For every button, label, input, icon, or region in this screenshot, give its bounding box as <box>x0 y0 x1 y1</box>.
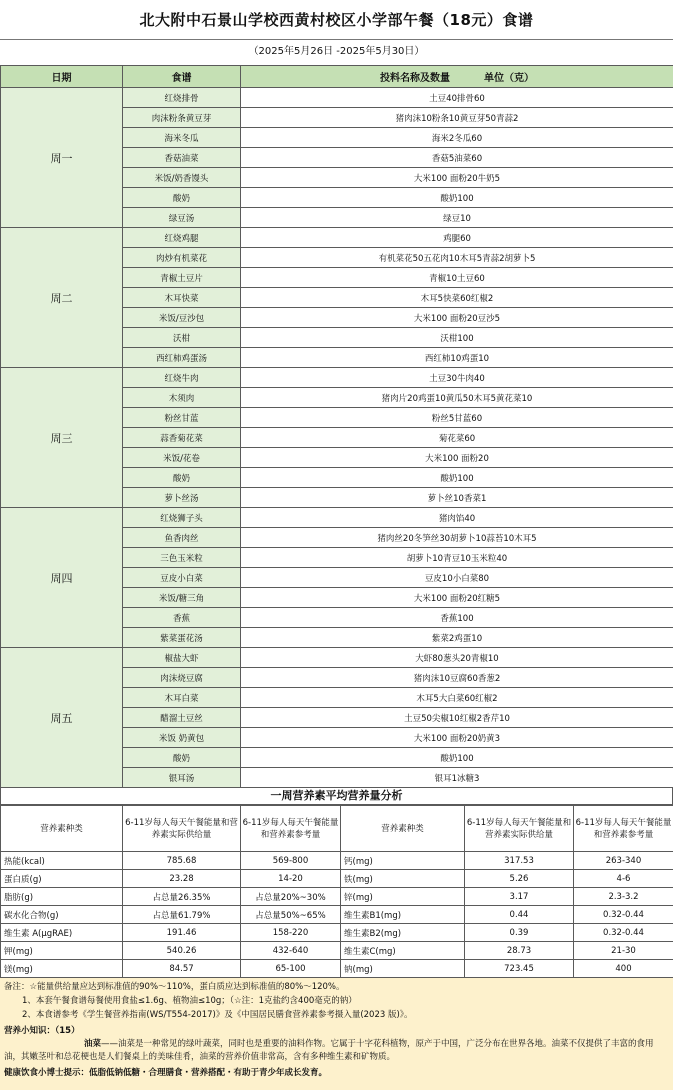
menu-table <box>0 65 673 788</box>
actual-supply-header: 6-11岁每人每天午餐能量和营养素实际供给量 <box>123 806 241 852</box>
ingredients-cell: 萝卜丝10香菜1 <box>241 488 673 508</box>
header-ingredients <box>241 66 673 88</box>
nutrient-name: 脂肪(g) <box>1 888 123 906</box>
nutrient-name: 锌(mg) <box>341 888 465 906</box>
dish-cell: 红烧排骨 <box>123 88 241 108</box>
actual-value: 28.73 <box>465 942 574 960</box>
actual-value: 0.39 <box>465 924 574 942</box>
reference-value: 占总量50%~65% <box>241 906 341 924</box>
nutrition-row <box>1 942 673 960</box>
actual-value: 191.46 <box>123 924 241 942</box>
menu-row <box>1 228 673 248</box>
dish-cell: 红烧牛肉 <box>123 368 241 388</box>
nutrition-tip-term: 油菜 <box>84 1039 102 1049</box>
dish-cell: 酸奶 <box>123 188 241 208</box>
ingredients-cell: 有机菜花50五花肉10木耳5青蒜2胡萝卜5 <box>241 248 673 268</box>
dish-cell: 红烧狮子头 <box>123 508 241 528</box>
nutrient-name: 钙(mg) <box>341 852 465 870</box>
nutrition-row <box>1 960 673 978</box>
actual-supply-header-2: 6-11岁每人每天午餐能量和营养素实际供给量 <box>465 806 574 852</box>
note-line-3: 2、本食谱参考《学生餐营养指南(WS/T554-2017)》及《中国居民膳食营养素参考摄入量(2023 版)》。 <box>22 1010 413 1020</box>
day-cell: 周四 <box>1 508 123 648</box>
dish-cell: 沃柑 <box>123 328 241 348</box>
ingredients-cell: 猪肉馅40 <box>241 508 673 528</box>
ingredients-cell: 青椒10土豆60 <box>241 268 673 288</box>
dish-cell: 豆皮小白菜 <box>123 568 241 588</box>
dish-cell: 银耳汤 <box>123 768 241 788</box>
nutrition-tip-heading: 营养小知识：（15） <box>4 1026 80 1036</box>
dish-cell: 酸奶 <box>123 748 241 768</box>
reference-value: 400 <box>574 960 673 978</box>
dish-cell: 木耳白菜 <box>123 688 241 708</box>
ingredients-cell: 大米100 面粉20豆沙5 <box>241 308 673 328</box>
dish-cell: 米饭/奶香馒头 <box>123 168 241 188</box>
dish-cell: 米饭 奶黄包 <box>123 728 241 748</box>
actual-value: 占总量61.79% <box>123 906 241 924</box>
dish-cell: 鱼香肉丝 <box>123 528 241 548</box>
dish-cell: 肉沫粉条黄豆芽 <box>123 108 241 128</box>
menu-row <box>1 508 673 528</box>
ingredients-cell: 土豆40排骨60 <box>241 88 673 108</box>
dish-cell: 木耳快菜 <box>123 288 241 308</box>
nutrition-header-row <box>1 806 673 852</box>
day-cell: 周一 <box>1 88 123 228</box>
header-ingredients-label: 投料名称及数量 <box>380 73 450 84</box>
ingredients-cell: 木耳5快菜60红椒2 <box>241 288 673 308</box>
reference-header-2: 6-11岁每人每天午餐能量和营养素参考量 <box>574 806 673 852</box>
note-line-2: 1、本套午餐食谱每餐使用食盐≤1.6g、植物油≤10g；（☆注：1克盐约含400毫克的钠） <box>22 996 357 1006</box>
day-cell: 周五 <box>1 648 123 788</box>
nutrition-row <box>1 924 673 942</box>
actual-value: 317.53 <box>465 852 574 870</box>
dish-cell: 木须肉 <box>123 388 241 408</box>
actual-value: 5.26 <box>465 870 574 888</box>
ingredients-cell: 香蕉100 <box>241 608 673 628</box>
dish-cell: 粉丝甘蓝 <box>123 408 241 428</box>
nutrition-row <box>1 870 673 888</box>
actual-value: 0.44 <box>465 906 574 924</box>
note-line-1: 备注：☆能量供给量应达到标准值的90%～110%，蛋白质应达到标准值的80%～120%。 <box>4 982 345 992</box>
menu-row <box>1 648 673 668</box>
ingredients-cell: 酸奶100 <box>241 188 673 208</box>
dish-cell: 西红柿鸡蛋汤 <box>123 348 241 368</box>
ingredients-cell: 银耳1冰糖3 <box>241 768 673 788</box>
dish-cell: 香菇油菜 <box>123 148 241 168</box>
ingredients-cell: 香菇5油菜60 <box>241 148 673 168</box>
ingredients-cell: 沃柑100 <box>241 328 673 348</box>
nutrient-name: 维生素B1(mg) <box>341 906 465 924</box>
nutrient-name: 蛋白质(g) <box>1 870 123 888</box>
nutrient-name: 维生素 A(μgRAE) <box>1 924 123 942</box>
nutrient-name-header-2: 营养素种类 <box>341 806 465 852</box>
ingredients-cell: 猪肉沫10粉条10黄豆芽50青蒜2 <box>241 108 673 128</box>
ingredients-cell: 猪肉沫10豆腐60香葱2 <box>241 668 673 688</box>
dish-cell: 米饭/豆沙包 <box>123 308 241 328</box>
dish-cell: 肉沫烧豆腐 <box>123 668 241 688</box>
nutrient-name: 镁(mg) <box>1 960 123 978</box>
ingredients-cell: 猪肉丝20冬笋丝30胡萝卜10蒜苔10木耳5 <box>241 528 673 548</box>
reference-value: 2.3-3.2 <box>574 888 673 906</box>
page-title: 北大附中石景山学校西黄村校区小学部午餐（18元）食谱 <box>0 0 673 40</box>
ingredients-cell: 西红柿10鸡蛋10 <box>241 348 673 368</box>
reference-value: 158-220 <box>241 924 341 942</box>
reference-value: 0.32-0.44 <box>574 924 673 942</box>
notes-section <box>0 978 673 1090</box>
reference-value: 263-340 <box>574 852 673 870</box>
nutrition-tip-body: ——油菜是一种常见的绿叶蔬菜，同时也是重要的油料作物。它属于十字花科植物，原产于中国，广泛分布在世界各地。油菜不仅提供了丰富的食用油，其嫩茎叶和总花梗也是人们餐桌上的美味佳肴，油菜的营养价值非常高，含有多种维生素和矿物质。 <box>4 1039 654 1062</box>
ingredients-cell: 绿豆10 <box>241 208 673 228</box>
nutrition-title: 一周营养素平均营养量分析 <box>0 788 673 805</box>
dish-cell: 紫菜蛋花汤 <box>123 628 241 648</box>
nutrition-row <box>1 906 673 924</box>
dish-cell: 红烧鸡腿 <box>123 228 241 248</box>
ingredients-cell: 大米100 面粉20奶黄3 <box>241 728 673 748</box>
dish-cell: 米饭/糖三角 <box>123 588 241 608</box>
reference-value: 432-640 <box>241 942 341 960</box>
reference-header: 6-11岁每人每天午餐能量和营养素参考量 <box>241 806 341 852</box>
actual-value: 84.57 <box>123 960 241 978</box>
ingredients-cell: 海米2冬瓜60 <box>241 128 673 148</box>
day-cell: 周三 <box>1 368 123 508</box>
reference-value: 65-100 <box>241 960 341 978</box>
dish-cell: 椒盐大虾 <box>123 648 241 668</box>
ingredients-cell: 胡萝卜10青豆10玉米粒40 <box>241 548 673 568</box>
dish-cell: 醋溜土豆丝 <box>123 708 241 728</box>
date-range: （2025年5月26日 -2025年5月30日） <box>248 46 425 57</box>
actual-value: 3.17 <box>465 888 574 906</box>
ingredients-cell: 木耳5大白菜60红椒2 <box>241 688 673 708</box>
menu-row <box>1 368 673 388</box>
nutrient-name: 铁(mg) <box>341 870 465 888</box>
ingredients-cell: 菊花菜60 <box>241 428 673 448</box>
ingredients-cell: 大米100 面粉20 <box>241 448 673 468</box>
ingredients-cell: 土豆30牛肉40 <box>241 368 673 388</box>
actual-value: 723.45 <box>465 960 574 978</box>
header-dish: 食谱 <box>123 66 241 88</box>
ingredients-cell: 酸奶100 <box>241 748 673 768</box>
dish-cell: 酸奶 <box>123 468 241 488</box>
dish-cell: 绿豆汤 <box>123 208 241 228</box>
actual-value: 785.68 <box>123 852 241 870</box>
ingredients-cell: 土豆50尖椒10红椒2香芹10 <box>241 708 673 728</box>
reference-value: 0.32-0.44 <box>574 906 673 924</box>
dish-cell: 青椒土豆片 <box>123 268 241 288</box>
nutrition-row <box>1 888 673 906</box>
reference-value: 569-800 <box>241 852 341 870</box>
header-unit-label: 单位（克） <box>484 73 534 84</box>
day-cell: 周二 <box>1 228 123 368</box>
dish-cell: 肉炒有机菜花 <box>123 248 241 268</box>
reference-value: 占总量20%~30% <box>241 888 341 906</box>
ingredients-cell: 大虾80葱头20青椒10 <box>241 648 673 668</box>
actual-value: 23.28 <box>123 870 241 888</box>
reference-value: 4-6 <box>574 870 673 888</box>
dish-cell: 香蕉 <box>123 608 241 628</box>
ingredients-cell: 豆皮10小白菜80 <box>241 568 673 588</box>
menu-header-row <box>1 66 673 88</box>
ingredients-cell: 大米100 面粉20牛奶5 <box>241 168 673 188</box>
reference-value: 14-20 <box>241 870 341 888</box>
nutrient-name: 维生素C(mg) <box>341 942 465 960</box>
menu-row <box>1 88 673 108</box>
dish-cell: 海米冬瓜 <box>123 128 241 148</box>
nutrient-name: 热能(kcal) <box>1 852 123 870</box>
ingredients-cell: 酸奶100 <box>241 468 673 488</box>
nutrition-row <box>1 852 673 870</box>
nutrient-name-header: 营养素种类 <box>1 806 123 852</box>
health-slogan: 健康饮食小博士提示：低脂低钠低糖・合理膳食・营养搭配・有助于青少年成长发育。 <box>4 1068 328 1078</box>
nutrient-name: 钠(mg) <box>341 960 465 978</box>
actual-value: 占总量26.35% <box>123 888 241 906</box>
nutrient-name: 碳水化合物(g) <box>1 906 123 924</box>
nutrition-table <box>0 805 673 978</box>
ingredients-cell: 紫菜2鸡蛋10 <box>241 628 673 648</box>
nutrient-name: 维生素B2(mg) <box>341 924 465 942</box>
nutrition-tip-text <box>4 1038 669 1064</box>
ingredients-cell: 鸡腿60 <box>241 228 673 248</box>
ingredients-cell: 大米100 面粉20红糖5 <box>241 588 673 608</box>
dish-cell: 萝卜丝汤 <box>123 488 241 508</box>
nutrient-name: 钾(mg) <box>1 942 123 960</box>
ingredients-cell: 猪肉片20鸡蛋10黄瓜50木耳5黄花菜10 <box>241 388 673 408</box>
dish-cell: 米饭/花卷 <box>123 448 241 468</box>
actual-value: 540.26 <box>123 942 241 960</box>
dish-cell: 蒜香菊花菜 <box>123 428 241 448</box>
reference-value: 21-30 <box>574 942 673 960</box>
dish-cell: 三色玉米粒 <box>123 548 241 568</box>
ingredients-cell: 粉丝5甘蓝60 <box>241 408 673 428</box>
header-date: 日期 <box>1 66 123 88</box>
